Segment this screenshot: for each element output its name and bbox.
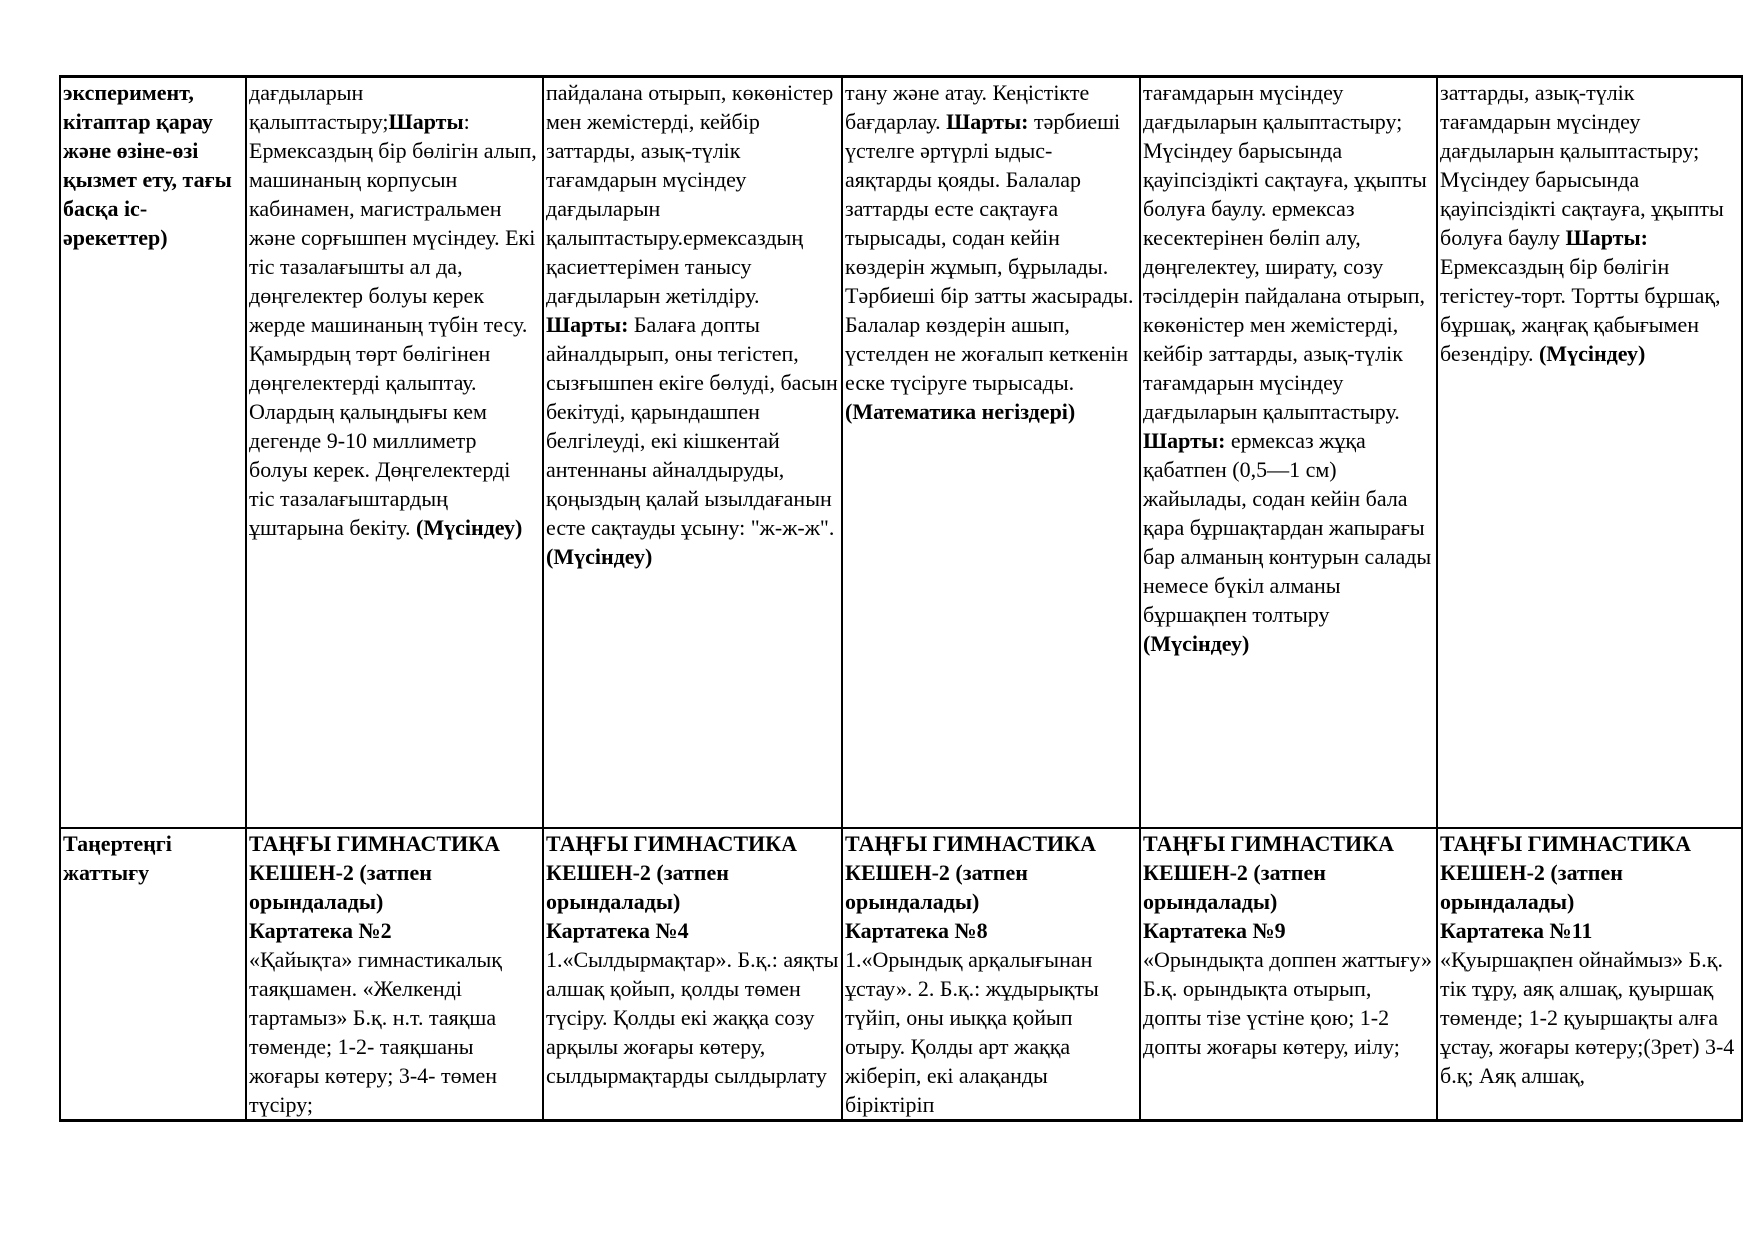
exercise-text: «Орындықта доппен жаттығу» Б.қ. орындықта отырып, допты тізе үстіне қою; 1-2 допты жоғары көтеру, иілу;	[1143, 946, 1433, 1059]
bold-text-run: (Мүсіндеу)	[546, 544, 653, 569]
bold-text-run: (Математика негіздері)	[845, 399, 1076, 424]
card-number: Картатека №8	[845, 917, 988, 943]
table-cell	[543, 77, 842, 828]
row-label: эксперимент, кітаптар қарау және өзіне-өзі қызмет ету, тағы басқа іс-әрекеттер)	[63, 80, 232, 250]
table-cell	[246, 828, 543, 1121]
card-number: Картатека №2	[249, 917, 392, 943]
exercise-heading: ТАҢҒЫ ГИМНАСТИКА КЕШЕН-2 (затпен орындалады)	[845, 830, 1096, 914]
exercise-heading: ТАҢҒЫ ГИМНАСТИКА КЕШЕН-2 (затпен орындалады)	[1143, 830, 1394, 914]
bold-text-run: Шарты	[388, 109, 464, 134]
bold-text-run: (Мүсіндеу)	[416, 515, 523, 540]
exercise-heading: ТАҢҒЫ ГИМНАСТИКА КЕШЕН-2 (затпен орындалады)	[546, 830, 797, 914]
bold-text-run: (Мүсіндеу)	[1143, 631, 1250, 656]
bold-text-run: Шарты:	[1143, 428, 1226, 453]
text-run: тағамдарын мүсіндеу дағдыларын қалыптастыру; Мүсіндеу барысында қауіпсіздікті сақтауға, ұқыпты болуға баулу. ермексаз кесектерінен бөліп алу, дөңгелектеу, ширату, созу тәсілдерін пайдалана отырып, көкөністер мен жемістерді, кейбір заттарды, азық-түлік тағамдарын мүсіндеу дағдыларын қалыптастыру.	[1143, 80, 1427, 424]
text-run: Ермексаздың бір бөлігін тегістеу-торт. Тортты бұршақ, бұршақ, жаңғақ қабығымен безендіру.	[1440, 254, 1721, 366]
table-cell	[842, 77, 1140, 828]
exercise-heading: ТАҢҒЫ ГИМНАСТИКА КЕШЕН-2 (затпен орындалады)	[249, 830, 500, 914]
exercise-text: 1.«Орындық арқалығынан ұстау». 2. Б.қ.: жұдырықты түйіп, оны иыққа қойып отыру. Қолды арт жаққа жіберіп, екі алақанды біріктіріп	[845, 946, 1099, 1117]
table-row	[60, 828, 1742, 1121]
bold-text-run: Шарты:	[1565, 225, 1648, 250]
text-run: пайдалана отырып, көкөністер мен жемістерді, кейбір заттарды, азық-түлік тағамдарын мүсіндеу дағдыларын қалыптастыру.ермексаздың қасиеттерімен танысу дағдыларын жетілдіру.	[546, 80, 834, 308]
table-cell	[842, 828, 1140, 1121]
bold-text-run: Шарты:	[546, 312, 629, 337]
table-cell	[1437, 77, 1742, 828]
text-run: ермексаз жұқа қабатпен (0,5—1 см) жайылады, содан кейін бала қара бұршақтардан жапырағы бар алманың контурын салады немесе бүкіл алманы бұршақпен толтыру	[1143, 428, 1432, 627]
schedule-table	[59, 75, 1743, 1122]
table-row	[60, 77, 1742, 828]
exercise-heading: ТАҢҒЫ ГИМНАСТИКА КЕШЕН-2 (затпен орындалады)	[1440, 830, 1691, 914]
text-run: заттарды, азық-түлік тағамдарын мүсіндеу дағдыларын қалыптастыру; Мүсіндеу барысында қауіпсіздікті сақтауға, ұқыпты болуға баулу	[1440, 80, 1724, 250]
exercise-text: «Қуыршақпен ойнаймыз» Б.қ. тік тұру, аяқ алшақ, қуыршақ төменде; 1-2 қуыршақты алға ұстау, жоғары көтеру;(3рет) 3-4 б.қ; Аяқ алшақ,	[1440, 946, 1735, 1088]
table-cell	[246, 77, 543, 828]
bold-text-run: (Мүсіндеу)	[1538, 341, 1646, 366]
text-run: тану және атау. Кеңістікте бағдарлау.	[845, 80, 1090, 134]
row-label: Таңертеңгі жаттығу	[63, 830, 172, 885]
text-run: Балаға допты айналдырып, оны тегістеп, сызғышпен екіге бөлуді, басын бекітуді, қарындашпен белгілеуді, екі кішкентай антеннаны айналдыруды, қоңыздың қалай ызылдағанын есте сақтауды ұсыну: "ж-ж-ж".	[546, 312, 838, 540]
exercise-text: «Қайықта» гимнастикалық таяқшамен. «Желкенді тартамыз» Б.қ. н.т. таяқша төменде; 1-2- таяқшаны жоғары көтеру; 3-4- төмен түсіру;	[249, 946, 502, 1117]
text-run: : Ермексаздың бір бөлігін алып, машинаның корпусын кабинамен, магистральмен және сорғышпен мүсіндеу. Екі тіс тазалағышты ал да, дөңгелектер болуы керек жерде машинаның түбін тесу. Қамырдың төрт бөлігінен дөңгелектерді қалыптау. Олардың қалыңдығы кем дегенде 9-10 миллиметр болуы керек. Дөңгелектерді тіс тазалағыштардың ұштарына бекіту.	[249, 109, 537, 540]
table-cell	[1437, 828, 1742, 1121]
table-cell	[1140, 828, 1437, 1121]
exercise-text: 1.«Сылдырмақтар». Б.қ.: аяқты алшақ қойып, қолды төмен түсіру. Қолды екі жаққа созу арқылы жоғары көтеру, сылдырмақтарды сылдырлату	[546, 946, 839, 1088]
card-number: Картатека №4	[546, 917, 689, 943]
table-cell	[543, 828, 842, 1121]
bold-text-run: Шарты:	[946, 109, 1029, 134]
row-label-cell	[60, 77, 246, 828]
card-number: Картатека №11	[1440, 917, 1593, 943]
table-cell	[1140, 77, 1437, 828]
row-label-cell	[60, 828, 246, 1121]
card-number: Картатека №9	[1143, 917, 1286, 943]
text-run: дағдыларын қалыптастыру;	[249, 80, 389, 134]
text-run: тәрбиеші үстелге әртүрлі ыдыс-аяқтарды қояды. Балалар заттарды есте сақтауға тырысады, содан кейін көздерін жұмып, бұрылады. Тәрбиеші бір затты жасырады. Балалар көздерін ашып, үстелден не жоғалып кеткенін еске түсіруге тырысады.	[845, 109, 1134, 395]
